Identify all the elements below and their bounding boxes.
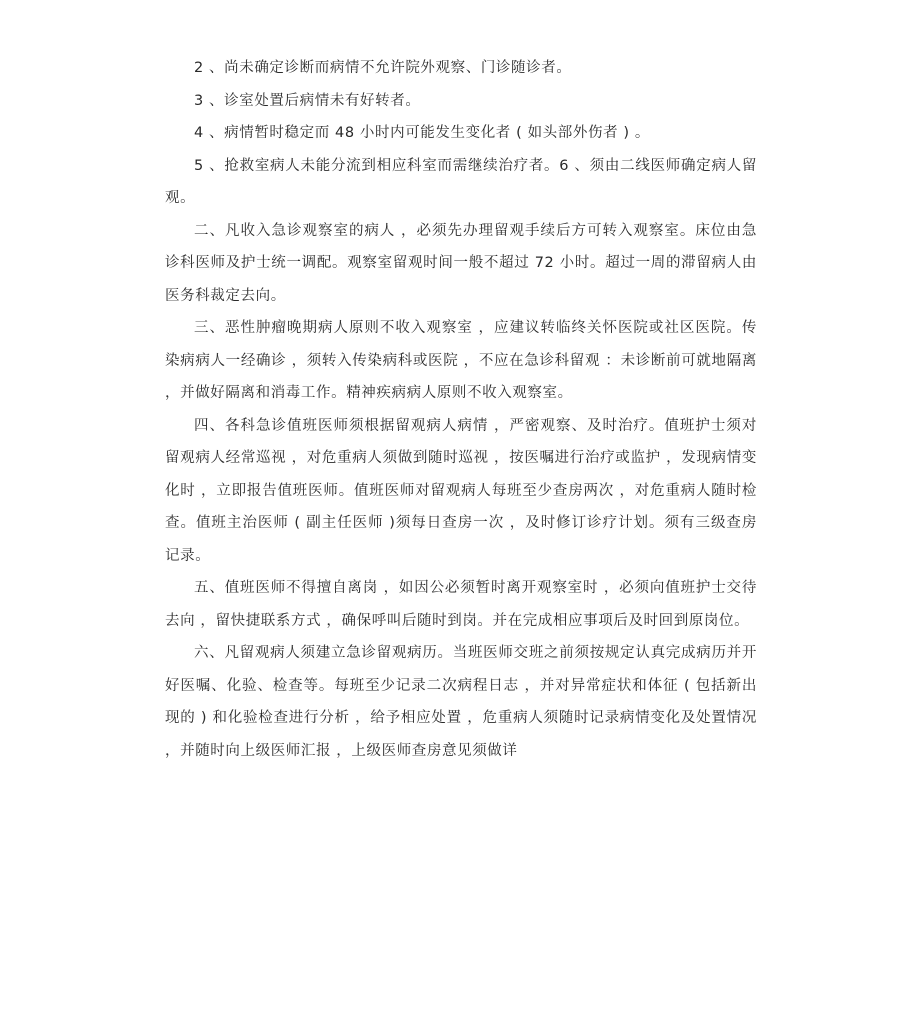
paragraph: 2 、尚未确定诊断而病情不允许院外观察、门诊随诊者。 <box>194 60 572 76</box>
paragraph: 5 、抢救室病人未能分流到相应科室而需继续治疗者。6 、须由二线医师确定病人留观。 <box>165 157 757 206</box>
paragraph: 二、凡收入急诊观察室的病人 ，必须先办理留观手续后方可转入观察室。床位由急诊科医师及护士统一调配。观察室留观时间一般不超过 72 小时。超过一周的滞留病人由医务科裁定去向。 <box>165 222 757 304</box>
paragraph: 六、凡留观病人须建立急诊留观病历。当班医师交班之前须按规定认真完成病历并开好医嘱、化验、检查等。每班至少记录二次病程日志 ，并对异常症状和体征 ( 包括新出现的 ) 和化验检查进行分析 ，给予相应处置 ，危重病人须随时记录病情变化及处置情况 ，并随时向上级医师汇报 ，上级医师查房意见须做详 <box>165 645 757 759</box>
paragraph: 三、恶性肿瘤晚期病人原则不收入观察室 ，应建议转临终关怀医院或社区医院。传染病病人一经确诊 ，须转入传染病科或医院 ，不应在急诊科留观 ：未诊断前可就地隔离 ，并做好隔离和消毒工作。精神疾病病人原则不收入观察室。 <box>165 320 757 401</box>
document-body <box>165 52 757 767</box>
paragraph: 五、值班医师不得擅自离岗 ，如因公必须暂时离开观察室时 ，必须向值班护士交待去向 ，留快捷联系方式 ，确保呼叫后随时到岗。并在完成相应事项后及时回到原岗位。 <box>165 580 757 629</box>
paragraph: 3 、诊室处置后病情未有好转者。 <box>194 92 421 109</box>
paragraph: 四、各科急诊值班医师须根据留观病人病情 ，严密观察、及时治疗。值班护士须对留观病人经常巡视 ，对危重病人须做到随时巡视 ，按医嘱进行治疗或监护 ，发现病情变化时 ，立即报告值班医师。值班医师对留观病人每班至少查房两次 ，对危重病人随时检查。值班主治医师 ( 副主任医师 )须每日查房一次 ，及时修订诊疗计划。须有三级查房记录。 <box>165 417 757 564</box>
paragraph: 4 、病情暂时稳定而 48 小时内可能发生变化者 ( 如头部外伤者 ) 。 <box>194 125 650 141</box>
